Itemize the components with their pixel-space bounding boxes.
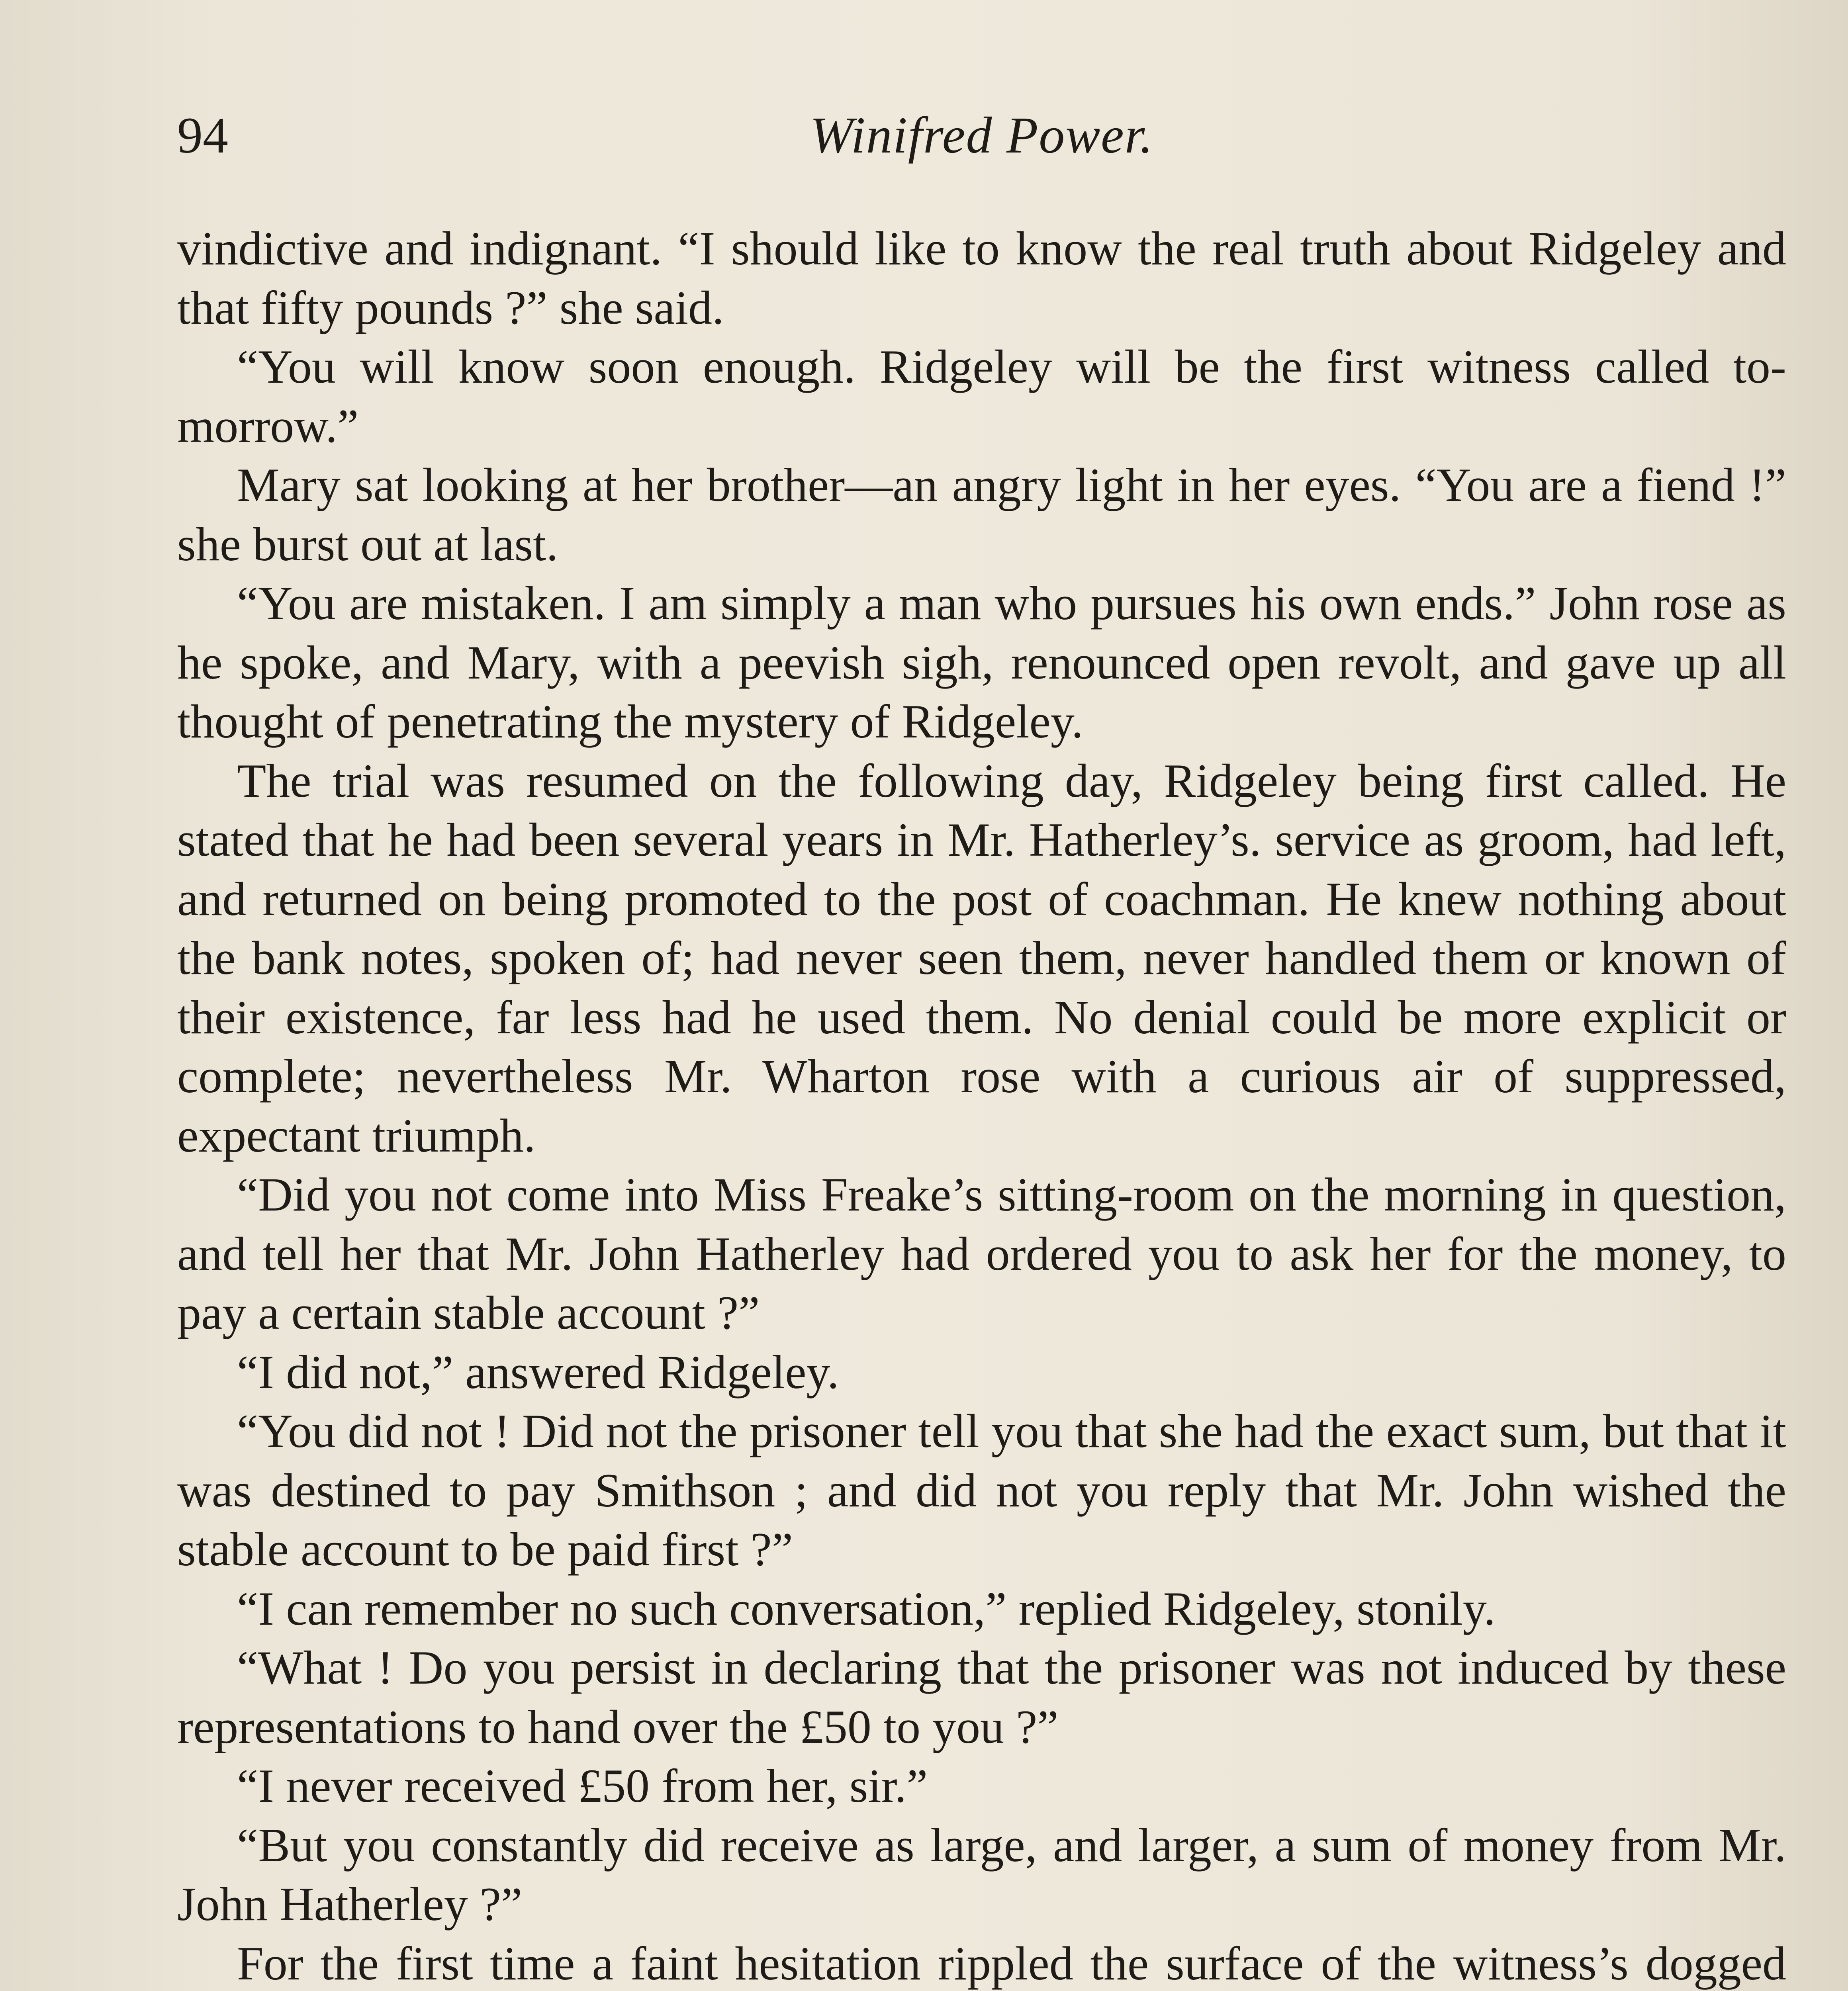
paragraph: “Did you not come into Miss Freake’s sitting-room on the morning in question, and tell her that Mr. John Hatherley had ordered you to ask her for the money, to pay a certain stable account ?” bbox=[177, 1168, 1786, 1339]
paragraph: “I never received £50 from her, sir.” bbox=[237, 1759, 928, 1812]
paragraph: “I did not,” answered Ridgeley. bbox=[237, 1345, 839, 1398]
paragraph: The trial was resumed on the following day, Ridgeley being first called. He stated that he had been several years in Mr. Hatherley’s. service as groom, had left, and returned on being promoted to the post of coachman. He knew nothing about the bank notes, spoken of; had never seen them, never handled them or known of their existence, far less had he used them. No denial could be more explicit or complete; nevertheless Mr. Wharton rose with a curious air of suppressed, expectant triumph. bbox=[177, 754, 1786, 1162]
paragraph: vindictive and indignant. “I should like to know the real truth about Ridgeley and that fifty pounds ?” she said. bbox=[177, 222, 1786, 334]
body-text bbox=[177, 219, 1786, 1991]
running-title: Winifred Power. bbox=[810, 107, 1154, 164]
paragraph: “I can remember no such conversation,” replied Ridgeley, stonily. bbox=[237, 1582, 1496, 1635]
page-number: 94 bbox=[177, 107, 228, 164]
paragraph: For the first time a faint hesitation rippled the surface of the witness’s dogged bbox=[237, 1936, 1786, 1990]
paragraph: “What ! Do you persist in declaring that the prisoner was not induced by these representations to hand over the £50 to you ?” bbox=[177, 1641, 1786, 1753]
paragraph: “You did not ! Did not the prisoner tell you that she had the exact sum, but that it was destined to pay Smithson ; and did not you reply that Mr. John wished the stable account to be paid first ?” bbox=[177, 1404, 1786, 1576]
page-header bbox=[177, 100, 1786, 171]
paragraph: “But you constantly did receive as large, and larger, a sum of money from Mr. John Hatherley ?” bbox=[177, 1818, 1786, 1930]
paragraph: Mary sat looking at her brother—an angry light in her eyes. “You are a fiend !” she burst out at last. bbox=[177, 458, 1786, 571]
paragraph: “You will know soon enough. Ridgeley will be the first witness called to-morrow.” bbox=[177, 340, 1786, 452]
paragraph: “You are mistaken. I am simply a man who pursues his own ends.” John rose as he spoke, and Mary, with a peevish sigh, renounced open revolt, and gave up all thought of penetrating the mystery of Ridgeley. bbox=[177, 577, 1786, 748]
